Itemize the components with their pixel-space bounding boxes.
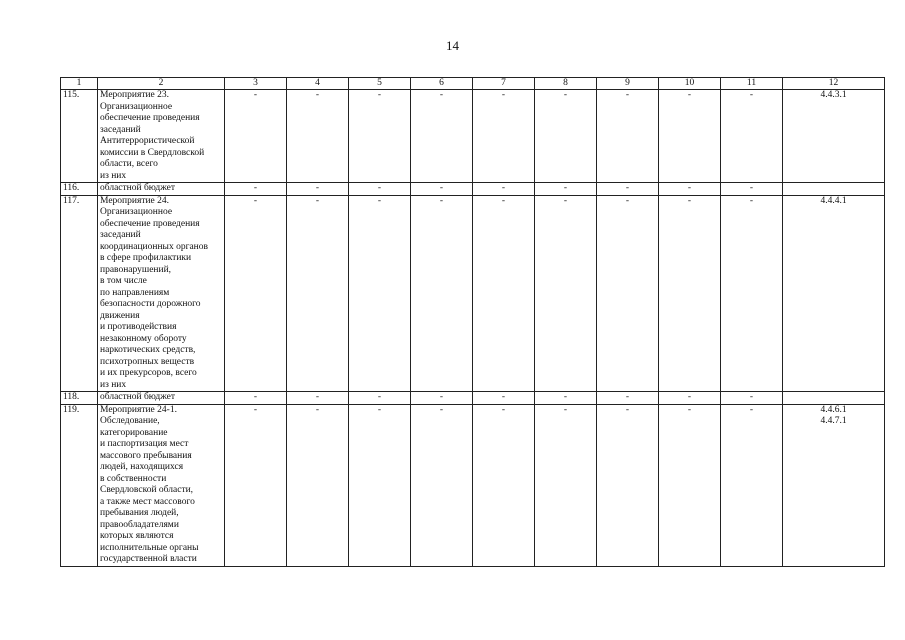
value-cell: -	[473, 392, 535, 405]
row-name-line: Мероприятие 23.	[100, 90, 170, 100]
row-name-line: Мероприятие 24-1.	[100, 404, 177, 415]
value-cell: -	[597, 392, 659, 405]
row-name-line: Обследование,	[100, 416, 160, 426]
row-name-line: незаконному обороту	[100, 333, 187, 344]
value-cell: -	[349, 90, 411, 183]
value-cell: -	[659, 90, 721, 183]
header-cell: 9	[597, 78, 659, 90]
value-cell: -	[535, 195, 597, 392]
row-name-line: людей, находящихся	[100, 462, 184, 472]
row-name-cell	[98, 392, 225, 405]
header-cell: 2	[98, 78, 225, 90]
target-code: 4.4.7.1	[820, 416, 847, 426]
value-cell: -	[225, 392, 287, 405]
row-name-line: в сфере профилактики	[100, 253, 192, 263]
value-cell: -	[597, 195, 659, 392]
value-cell: -	[349, 183, 411, 196]
row-name-line: обеспечение проведения	[100, 113, 200, 123]
page-number: 14	[446, 38, 459, 53]
value-cell: -	[411, 195, 473, 392]
header-cell: 4	[287, 78, 349, 90]
value-cell: -	[721, 183, 783, 196]
value-cell: -	[659, 195, 721, 392]
header-cell: 1	[61, 78, 98, 90]
row-name-line: Организационное	[100, 207, 173, 217]
value-cell: -	[535, 392, 597, 405]
row-name-line: правообладателями	[100, 519, 179, 530]
value-cell: -	[535, 404, 597, 566]
row-number-cell: 117.	[61, 195, 98, 392]
row-name-line: исполнительные органы	[100, 542, 199, 553]
row-name-line: областной бюджет	[100, 392, 176, 402]
row-name-line: из них	[100, 170, 127, 181]
row-number-cell: 115.	[61, 90, 98, 183]
row-name-line: из них	[100, 379, 127, 390]
row-name-line: категорирование	[100, 427, 168, 438]
value-cell: -	[349, 195, 411, 392]
value-cell: -	[411, 183, 473, 196]
row-name-line: Организационное	[100, 101, 173, 112]
value-cell: -	[411, 392, 473, 405]
row-name-cell	[98, 195, 225, 392]
value-cell: -	[287, 392, 349, 405]
value-cell: -	[721, 392, 783, 405]
value-cell: -	[473, 183, 535, 196]
value-cell: -	[659, 404, 721, 566]
row-name-line: движения	[100, 310, 140, 321]
value-cell: -	[597, 183, 659, 196]
header-cell: 11	[721, 78, 783, 90]
row-name-line: правонарушений,	[100, 264, 172, 275]
table-body	[61, 90, 885, 567]
value-cell: -	[349, 404, 411, 566]
row-name-cell	[98, 404, 225, 566]
row-name-line: Мероприятие 24.	[100, 195, 170, 206]
row-name-line: обеспечение проведения	[100, 218, 200, 229]
row-name-line: а также мест массового	[100, 496, 195, 507]
row-name-line: пребывания людей,	[100, 508, 179, 518]
target-code: 4.4.6.1	[820, 404, 847, 415]
value-cell: -	[225, 195, 287, 392]
value-cell: -	[225, 90, 287, 183]
value-cell: -	[287, 195, 349, 392]
target-code-cell	[783, 404, 885, 566]
value-cell: -	[349, 392, 411, 405]
row-name-cell	[98, 183, 225, 196]
value-cell: -	[473, 404, 535, 566]
row-number-cell: 118.	[61, 392, 98, 405]
table-row	[61, 183, 885, 196]
table-row	[61, 404, 885, 566]
row-name-line: которых являются	[100, 531, 174, 541]
value-cell: -	[473, 195, 535, 392]
value-cell: -	[287, 183, 349, 196]
row-name-line: наркотических средств,	[100, 345, 196, 355]
header-cell: 12	[783, 78, 885, 90]
row-name-line: Свердловской области,	[100, 485, 194, 495]
row-name-line: комиссии в Свердловской	[100, 147, 205, 158]
header-cell: 7	[473, 78, 535, 90]
value-cell: -	[659, 183, 721, 196]
value-cell: -	[721, 404, 783, 566]
table-row	[61, 392, 885, 405]
target-code-cell	[783, 90, 885, 183]
value-cell: -	[287, 90, 349, 183]
value-cell: -	[721, 90, 783, 183]
header-cell: 3	[225, 78, 287, 90]
value-cell: -	[411, 90, 473, 183]
header-cell: 8	[535, 78, 597, 90]
value-cell: -	[411, 404, 473, 566]
target-code: 4.4.3.1	[820, 90, 847, 100]
header-cell: 6	[411, 78, 473, 90]
header-row	[61, 78, 885, 90]
value-cell: -	[535, 183, 597, 196]
row-name-cell	[98, 90, 225, 183]
row-name-line: психотропных веществ	[100, 356, 195, 367]
row-name-line: массового пребывания	[100, 450, 192, 461]
row-number-cell: 119.	[61, 404, 98, 566]
row-name-line: безопасности дорожного	[100, 299, 201, 309]
value-cell: -	[287, 404, 349, 566]
program-table	[60, 77, 885, 567]
value-cell: -	[225, 404, 287, 566]
value-cell: -	[597, 90, 659, 183]
target-code: 4.4.4.1	[820, 195, 847, 206]
target-code-cell	[783, 195, 885, 392]
target-code-cell	[783, 183, 885, 196]
row-name-line: по направлениям	[100, 287, 170, 298]
value-cell: -	[597, 404, 659, 566]
row-name-line: в собственности	[100, 473, 167, 484]
value-cell: -	[659, 392, 721, 405]
header-cell: 10	[659, 78, 721, 90]
row-name-line: Антитеррористической	[100, 136, 195, 146]
table-row	[61, 90, 885, 183]
target-code-cell	[783, 392, 885, 405]
value-cell: -	[535, 90, 597, 183]
row-name-line: заседаний	[100, 124, 141, 135]
header-cell: 5	[349, 78, 411, 90]
row-name-line: государственной власти	[100, 554, 197, 564]
value-cell: -	[225, 183, 287, 196]
row-name-line: и паспортизация мест	[100, 439, 189, 449]
row-name-line: заседаний	[100, 230, 141, 240]
value-cell: -	[721, 195, 783, 392]
row-name-line: областной бюджет	[100, 183, 176, 193]
row-name-line: и их прекурсоров, всего	[100, 368, 197, 378]
value-cell: -	[473, 90, 535, 183]
row-name-line: координационных органов	[100, 241, 209, 252]
table-row	[61, 195, 885, 392]
row-name-line: и противодействия	[100, 322, 177, 332]
row-name-line: области, всего	[100, 159, 158, 169]
row-number-cell: 116.	[61, 183, 98, 196]
row-name-line: в том числе	[100, 276, 147, 286]
